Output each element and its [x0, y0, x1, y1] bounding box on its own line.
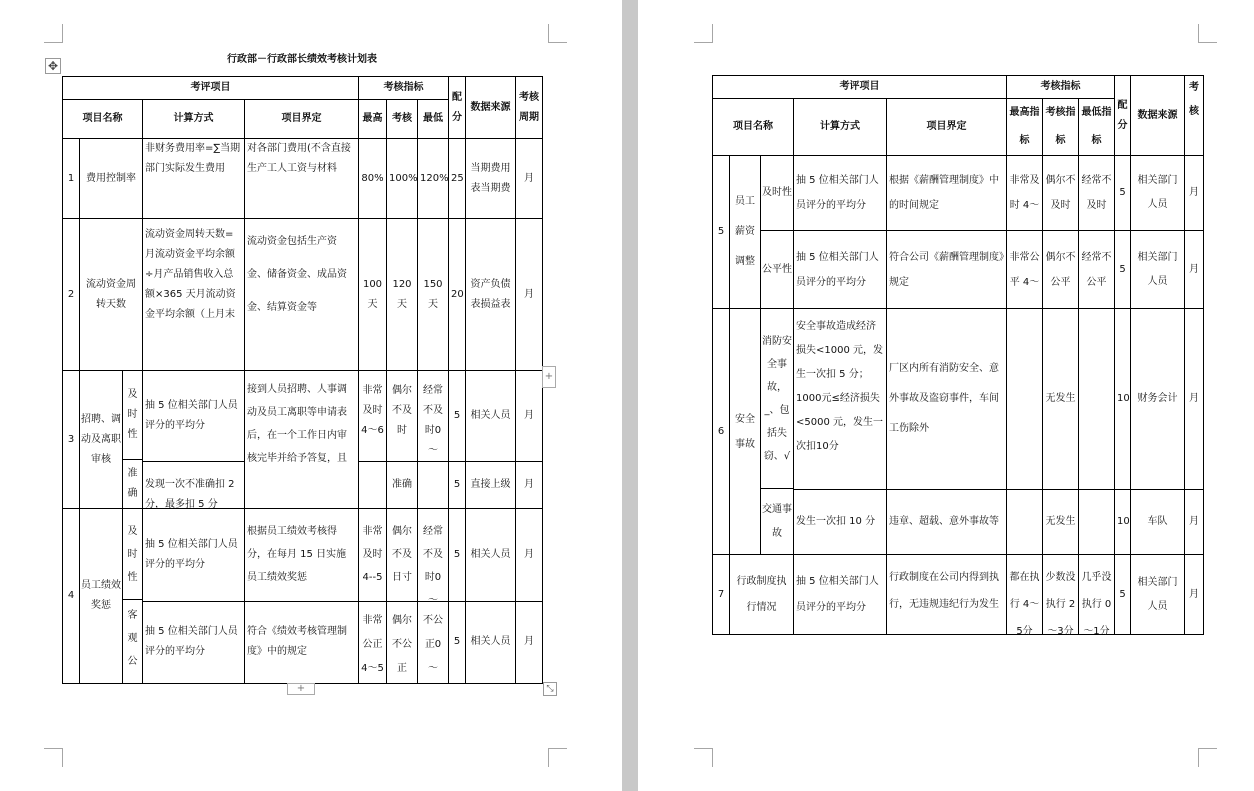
- highest-value: 非常公平 4～: [1009, 251, 1040, 288]
- target-value: 100%: [387, 139, 418, 219]
- target-value: 偶尔不公正: [392, 615, 412, 675]
- weight-value: 5: [1115, 156, 1131, 231]
- calc-method: 抽 5 位相关部门人员评分的平均分: [796, 175, 879, 212]
- header-data-source: 数据来源: [1131, 76, 1185, 156]
- header-item-group: 考评项目: [713, 76, 1007, 99]
- item-name: 流动资金周转天数: [80, 219, 143, 371]
- item-name: 员工绩效奖惩: [80, 509, 123, 683]
- target-value: 准确: [387, 461, 418, 508]
- kpi-table-left: [62, 76, 543, 684]
- calc-method: 安全事故造成经济损失<1000 元，发生一次扣 5 分；1000元≤经济损失<5000 元，发生一次扣10分: [796, 320, 884, 452]
- highest-value: 非常及时 4～: [1009, 175, 1040, 212]
- data-source: 直接上级: [466, 461, 516, 508]
- period-value: 月: [516, 219, 543, 371]
- header-data-source: 数据来源: [466, 77, 516, 139]
- data-source: 相关部门人员: [1131, 231, 1185, 309]
- sub-item-label: 消防安全事故，_、包括失窃、√: [761, 309, 793, 489]
- highest-value: [359, 461, 387, 508]
- highest-value: [1007, 489, 1043, 554]
- header-weight: 配分: [1115, 76, 1131, 156]
- page-gutter: [622, 0, 638, 791]
- crop-mark: [1198, 24, 1217, 43]
- header-definition: 项目界定: [245, 100, 359, 139]
- calc-method: 抽 5 位相关部门人员评分的平均分: [145, 538, 238, 570]
- data-source: 当期费用表当期费: [466, 139, 516, 219]
- header-period: 考核: [1185, 76, 1204, 156]
- header-item-name: 项目名称: [713, 99, 794, 156]
- highest-value: [1007, 309, 1043, 490]
- period-value: 月: [516, 371, 543, 462]
- lowest-value: 不公正0～: [423, 615, 443, 675]
- table-title: 行政部－行政部长绩效考核计划表: [227, 54, 377, 65]
- table-row: [63, 509, 543, 602]
- lowest-value: 经常不及时0～: [423, 384, 443, 456]
- weight-value: 5: [449, 461, 466, 508]
- add-row-button[interactable]: +: [287, 683, 315, 695]
- data-source: 资产负债表损益表: [466, 219, 516, 371]
- document-page-right: [638, 0, 1254, 791]
- table-row: [713, 156, 1204, 231]
- table-row: [713, 555, 1204, 635]
- sub-item-label: 公平性: [762, 263, 792, 275]
- weight-value: 5: [1115, 555, 1131, 635]
- item-name: 费用控制率: [80, 139, 143, 219]
- target-value: 偶尔不公平: [1045, 251, 1076, 288]
- item-definition: 违章、超载、意外事故等: [887, 489, 1007, 554]
- target-value: 偶尔不及日寸: [392, 525, 412, 583]
- weight-value: 25: [449, 139, 466, 219]
- row-number: 4: [63, 509, 80, 684]
- item-definition: 流动资金包括生产资金、储备资金、成品资金、结算资金等: [247, 235, 347, 313]
- data-source: 财务会计: [1131, 309, 1185, 490]
- period-value: 月: [516, 139, 543, 219]
- period-value: 月: [1185, 489, 1204, 554]
- header-period: 考核周期: [516, 77, 543, 139]
- crop-mark: [548, 748, 567, 767]
- header-method: 计算方式: [794, 99, 887, 156]
- item-definition: 根据《薪酬管理制度》中的时间规定: [889, 175, 999, 212]
- sub-item-label: 交通事故: [762, 503, 792, 539]
- row-number: 6: [713, 309, 730, 555]
- weight-value: 20: [449, 219, 466, 371]
- header-item-name: 项目名称: [63, 100, 143, 139]
- lowest-value: 120%: [418, 139, 449, 219]
- weight-value: 5: [1115, 231, 1131, 309]
- weight-value: 5: [449, 509, 466, 602]
- weight-value: 10: [1115, 489, 1131, 554]
- data-source: 相关人员: [466, 601, 516, 683]
- highest-value: 非常公正4～5: [361, 615, 384, 675]
- sub-item-label: 准确: [127, 468, 138, 499]
- calc-method: 发生一次扣 10 分: [794, 489, 887, 554]
- item-definition: 对各部门费用(不含直接生产工人工资与材料: [247, 143, 351, 174]
- crop-mark: [548, 24, 567, 43]
- lowest-value: [1079, 489, 1115, 554]
- highest-value: 80%: [359, 139, 387, 219]
- add-column-button[interactable]: +: [542, 366, 556, 388]
- table-resize-icon[interactable]: ⤡: [543, 682, 557, 696]
- row-number: 7: [713, 555, 730, 635]
- lowest-value: 经常不及时0～: [423, 525, 443, 606]
- header-highest: 最高: [359, 100, 387, 139]
- item-definition: 符合《绩效考核管理制度》中的规定: [247, 626, 347, 658]
- row-number: 1: [63, 139, 80, 219]
- crop-mark: [44, 24, 63, 43]
- item-definition: 行政制度在公司内得到执行，无违规违纪行为发生: [889, 571, 999, 610]
- item-definition: 厂区内所有消防安全、意外事故及盗窃事件，车间工伤除外: [889, 362, 999, 434]
- header-item-group: 考评项目: [63, 77, 359, 100]
- target-value: 120天: [387, 219, 418, 371]
- lowest-value: 几乎没执行 0～1分: [1081, 571, 1112, 637]
- period-value: 月: [516, 461, 543, 508]
- sub-item-label: 及时性: [123, 509, 142, 600]
- weight-value: 5: [449, 371, 466, 462]
- item-definition: 符合公司《薪酬管理制度》规定: [889, 251, 1004, 288]
- calc-method: 抽 5 位相关部门人员评分的平均分: [145, 399, 238, 431]
- period-value: 月: [1185, 231, 1204, 309]
- target-value: 偶尔不及时: [1045, 175, 1076, 212]
- header-lowest: 最低: [418, 100, 449, 139]
- target-value: 无发生: [1043, 309, 1079, 490]
- header-indicator-group: 考核指标: [359, 77, 449, 100]
- crop-mark: [694, 748, 713, 767]
- weight-value: 10: [1115, 309, 1131, 490]
- row-number: 2: [63, 219, 80, 371]
- item-name: 行政制度执行情况: [730, 555, 794, 635]
- target-value: 偶尔不及时: [392, 384, 412, 436]
- row-number: 5: [713, 156, 730, 309]
- table-move-handle-icon[interactable]: ✥: [45, 58, 61, 74]
- calc-method: 抽 5 位相关部门人员评分的平均分: [796, 575, 879, 613]
- header-target: 考核指标: [1043, 99, 1079, 156]
- calc-method: 非财务费用率=∑当期部门实际发生费用: [145, 143, 241, 174]
- calc-method: 发现一次不准确扣 2 分，最多扣 5 分: [145, 478, 235, 510]
- lowest-value: 150天: [418, 219, 449, 371]
- crop-mark: [1198, 748, 1217, 767]
- sub-item-label: 及时性: [761, 156, 793, 231]
- data-source: 车队: [1131, 489, 1185, 554]
- data-source: 相关人员: [466, 509, 516, 602]
- calc-method: 流动资金周转天数=月流动资金平均余额÷月产品销售收入总额×365 天月流动资金平均余额（上月末: [145, 228, 236, 320]
- table-row: [63, 219, 543, 371]
- header-method: 计算方式: [143, 100, 245, 139]
- item-name: 招聘、调动及离职审核: [80, 371, 123, 508]
- header-highest: 最高指标: [1007, 99, 1043, 156]
- data-source: 相关部门人员: [1131, 555, 1185, 635]
- lowest-value: 经常不公平: [1081, 251, 1112, 288]
- target-value: 无发生: [1043, 489, 1079, 554]
- data-source: 相关部门人员: [1131, 156, 1185, 231]
- lowest-value: [418, 461, 449, 508]
- highest-value: 非常及时4--5: [362, 525, 383, 583]
- sub-item-label: 客观公: [127, 610, 138, 667]
- document-page-left: [0, 0, 622, 791]
- calc-method: 抽 5 位相关部门人员评分的平均分: [796, 251, 879, 288]
- table-row: [63, 139, 543, 219]
- target-value: 少数没执行 2～3分: [1045, 571, 1076, 637]
- row-number: 3: [63, 371, 80, 509]
- item-definition: 根据员工绩效考核得分，在每月 15 日实施员工绩效奖惩: [247, 525, 347, 583]
- crop-mark: [44, 748, 63, 767]
- period-value: 月: [1185, 555, 1204, 635]
- highest-value: 都在执行 4～5分: [1009, 571, 1040, 637]
- crop-mark: [694, 24, 713, 43]
- period-value: 月: [1185, 156, 1204, 231]
- lowest-value: 经常不及时: [1081, 175, 1112, 212]
- table-row: [713, 309, 1204, 490]
- period-value: 月: [1185, 309, 1204, 490]
- sub-item-label: 及时性: [123, 371, 142, 460]
- period-value: 月: [516, 601, 543, 683]
- weight-value: 5: [449, 601, 466, 683]
- header-weight: 配分: [449, 77, 466, 139]
- kpi-table-right: [712, 75, 1204, 635]
- header-indicator-group: 考核指标: [1007, 76, 1115, 99]
- header-lowest: 最低指标: [1079, 99, 1115, 156]
- table-row: [63, 371, 543, 462]
- header-target: 考核: [387, 100, 418, 139]
- header-definition: 项目界定: [887, 99, 1007, 156]
- item-name: 员工薪资调整: [730, 156, 761, 308]
- item-definition: 接到人员招聘、人事调动及员工离职等申请表后，在一个工作日内审核完毕并给予答复，且: [247, 383, 347, 464]
- item-name: 安全事故: [730, 309, 761, 554]
- period-value: 月: [516, 509, 543, 602]
- lowest-value: [1079, 309, 1115, 490]
- calc-method: 抽 5 位相关部门人员评分的平均分: [145, 626, 238, 658]
- data-source: 相关人员: [466, 371, 516, 462]
- highest-value: 非常及时4～6: [361, 384, 384, 436]
- highest-value: 100天: [359, 219, 387, 371]
